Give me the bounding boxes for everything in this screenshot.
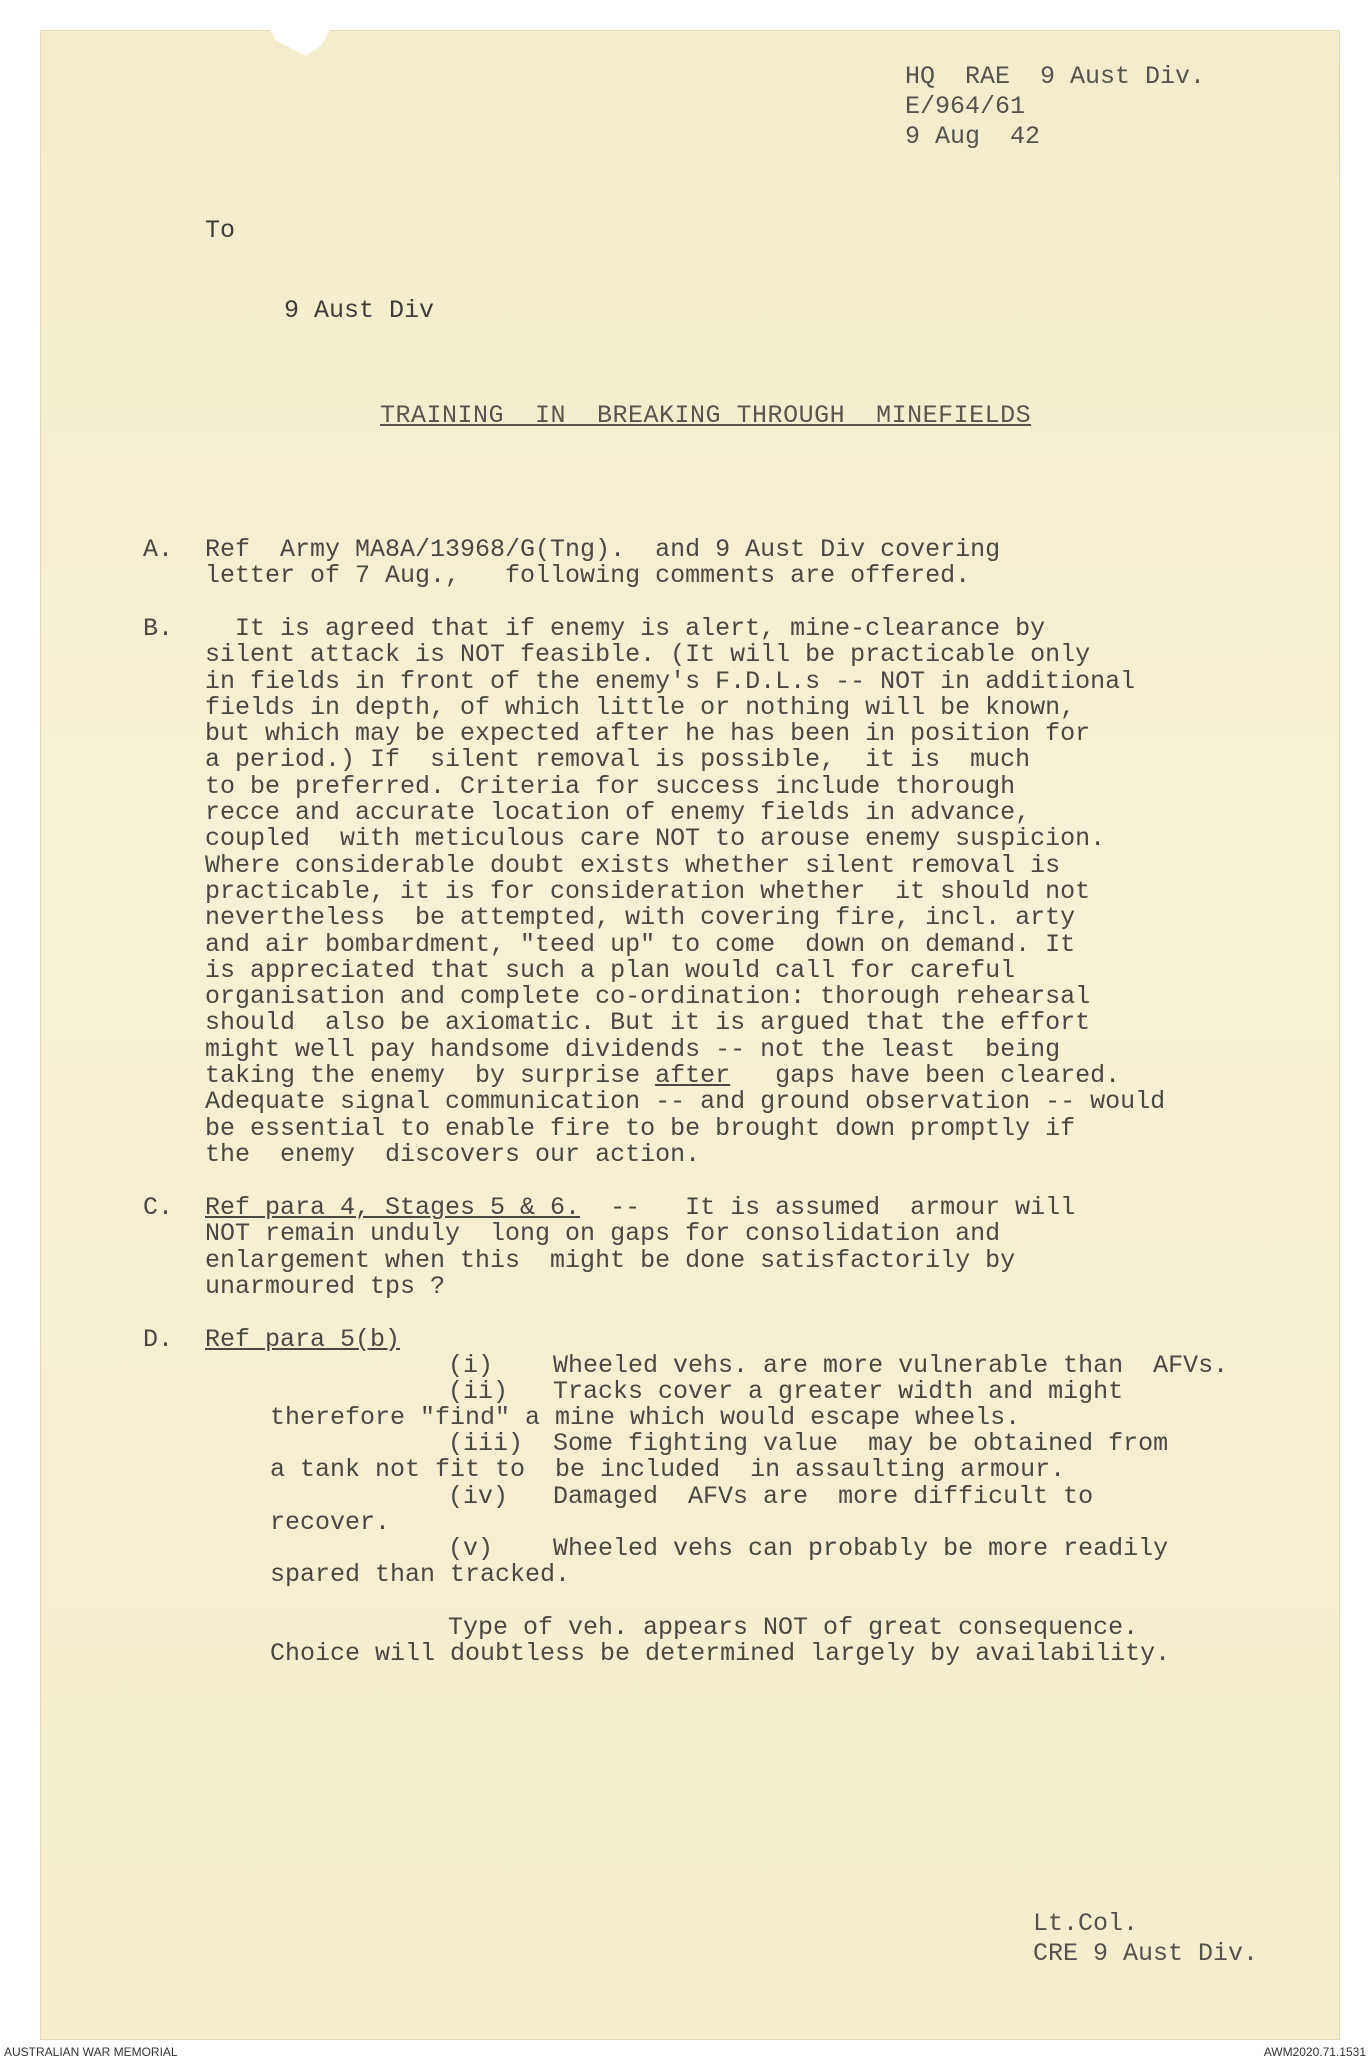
list-item: (iv) Damaged AFVs are more difficult to [448, 1482, 1094, 1511]
reference-block [905, 62, 1205, 152]
text-line: practicable, it is for consideration whether it should not [205, 876, 1091, 906]
text-line: should also be axiomatic. But it is argued that the effort [205, 1008, 1091, 1038]
list-item-continuation: therefore "find" a mine which would escape wheels. [270, 1403, 1021, 1432]
text-line: letter of 7 Aug., following comments are offered. [205, 561, 971, 591]
paragraph-label: B. [143, 614, 174, 643]
accession-number: AWM2020.71.1531 [1263, 2045, 1366, 2059]
paragraph-d [143, 1325, 401, 1354]
text-line: organisation and complete co-ordination: thorough rehearsal [205, 982, 1091, 1012]
text-line: in fields in front of the enemy's F.D.L.s -- NOT in additional [205, 666, 1136, 696]
text-line: is appreciated that such a plan would call for careful [205, 955, 1016, 985]
text-line: unarmoured tps ? [205, 1271, 446, 1301]
signatory-rank: Lt.Col. [1033, 1909, 1139, 1938]
ref-line-1: HQ RAE 9 Aust Div. [905, 62, 1206, 91]
list-item: (iii) Some fighting value may be obtained from [448, 1429, 1169, 1458]
list-item-continuation: a tank not fit to be included in assaulting armour. [270, 1455, 1066, 1484]
text-line: coupled with meticulous care NOT to arouse enemy suspicion. [205, 824, 1106, 854]
underlined-word: after [655, 1061, 731, 1091]
text-line: enlargement when this might be done satisfactorily by [205, 1245, 1016, 1275]
text-line: nevertheless be attempted, with covering fire, incl. arty [205, 903, 1076, 933]
list-item: (ii) Tracks cover a greater width and might [448, 1377, 1124, 1406]
signatory-unit: CRE 9 Aust Div. [1033, 1939, 1259, 1968]
to-label: To [205, 216, 236, 245]
text-line: Ref Army MA8A/13968/G(Tng). and 9 Aust Div covering [205, 535, 1001, 564]
paragraph-reference: Ref para 4, Stages 5 & 6. [205, 1193, 581, 1222]
archive-name: AUSTRALIAN WAR MEMORIAL [4, 2045, 178, 2059]
text-segment: -- It is assumed armour will [580, 1193, 1076, 1222]
text-line [205, 1063, 1165, 1089]
paragraph-label: D. [143, 1325, 174, 1354]
text-line: recce and accurate location of enemy fields in advance, [205, 798, 1031, 828]
paragraph-reference: Ref para 5(b) [205, 1325, 401, 1354]
signature-block [1033, 1909, 1258, 1969]
text-segment: gaps have been cleared. [730, 1061, 1121, 1091]
paragraph-b [143, 614, 1166, 1169]
text-line: and air bombardment, "teed up" to come down on demand. It [205, 929, 1076, 959]
text-line: the enemy discovers our action. [205, 1139, 701, 1169]
text-line: to be preferred. Criteria for success include thorough [205, 771, 1016, 801]
list-item-continuation: recover. [270, 1508, 391, 1537]
text-line: a period.) If silent removal is possible, it is much [205, 745, 1031, 775]
text-line: Adequate signal communication -- and ground observation -- would [205, 1087, 1166, 1117]
text-line: might well pay handsome dividends -- not the least being [205, 1034, 1061, 1064]
archive-footer [0, 2043, 1372, 2061]
text-segment: taking the enemy by surprise [205, 1061, 656, 1091]
list-item: (v) Wheeled vehs can probably be more readily [448, 1534, 1169, 1563]
text-line: be essential to enable fire to be brought down promptly if [205, 1113, 1076, 1143]
paragraph-label: C. [143, 1193, 174, 1222]
list-item-continuation: spared than tracked. [270, 1560, 571, 1589]
paragraph-label: A. [143, 535, 174, 564]
text-line: but which may be expected after he has been in position for [205, 719, 1091, 749]
text-line: NOT remain unduly long on gaps for consolidation and [205, 1219, 1001, 1249]
paragraph-c [143, 1193, 1076, 1301]
paragraph-a [143, 535, 1001, 591]
addressee: 9 Aust Div [284, 296, 435, 325]
ref-line-2: E/964/61 [905, 92, 1026, 121]
list-item: (i) Wheeled vehs. are more vulnerable than AFVs. [448, 1351, 1229, 1380]
text-line: It is agreed that if enemy is alert, mine-clearance by [205, 614, 1046, 643]
text-line: silent attack is NOT feasible. (It will be practicable only [205, 640, 1091, 670]
text-line: Where considerable doubt exists whether silent removal is [205, 850, 1061, 880]
conclusion-line: Type of veh. appears NOT of great consequence. [448, 1613, 1139, 1642]
text-line: fields in depth, of which little or nothing will be known, [205, 692, 1076, 722]
document-title: TRAINING IN BREAKING THROUGH MINEFIELDS [380, 401, 1032, 430]
ref-line-3: 9 Aug 42 [905, 122, 1041, 151]
conclusion-line: Choice will doubtless be determined largely by availability. [270, 1639, 1171, 1668]
text-line [205, 1195, 1075, 1221]
